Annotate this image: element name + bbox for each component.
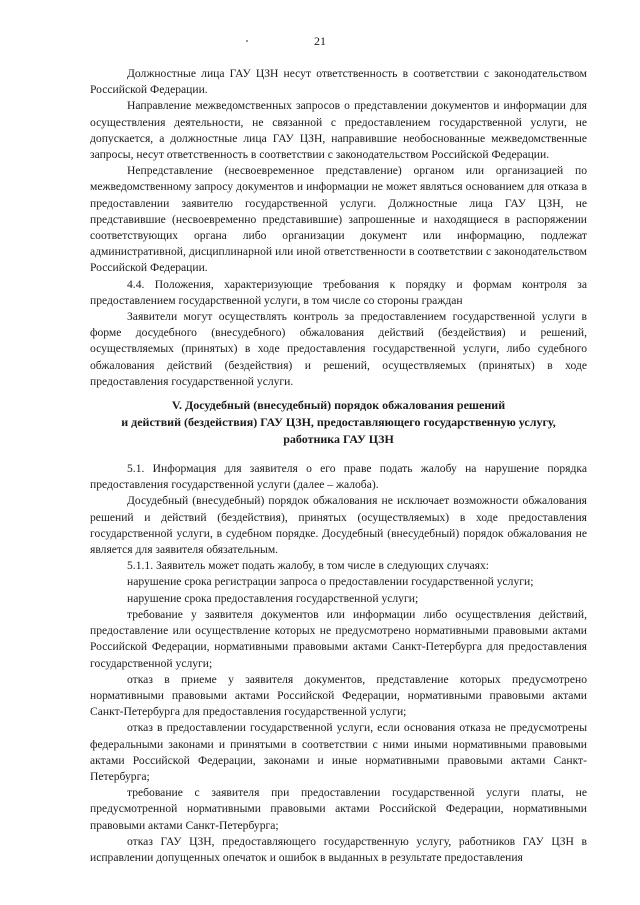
list-item-fee-requirement: требование с заявителя при предоставлении государственной услуги платы, не предусмотренной нормативными правовыми актами Российской Федерации, нормативными правовыми актами Санкт-Петербурга; — [90, 786, 587, 832]
paragraph-pretrial-procedure: Досудебный (внесудебный) порядок обжалования не исключает возможности обжалования решений и действий (бездействия), принятых (осуществляемых) в ходе предоставления государственной услуги, в судебном порядке. Досудебный (внесудебный) порядок обжалования не является для заявителя обязательным. — [90, 494, 587, 557]
paragraph-interagency-requests: Направление межведомственных запросов о представлении документов и информации для осуществления деятельности, не связанной с предоставлением государственной услуги, не допускается, а должностные лица ГАУ ЦЗН, направившие необоснованные межведомственные запросы, несут ответственность в соответствии с законодательством Российской Федерации. — [90, 99, 587, 162]
list-item-acceptance-refusal: отказ в приеме у заявителя документов, представление которых предусмотрено нормативными правовыми актами Российской Федерации, нормативными правовыми актами Санкт-Петербурга для предоставления государственной услуги; — [90, 672, 587, 719]
list-item-registration-term: нарушение срока регистрации запроса о предоставлении государственной услуги; — [127, 575, 534, 589]
paragraph-5-1: 5.1. Информация для заявителя о его праве подать жалобу на нарушение порядка предоставления государственной услуги (далее – жалоба). — [90, 462, 587, 492]
list-item-service-term: нарушение срока предоставления государственной услуги; — [127, 591, 419, 605]
list-item-correction-refusal: отказ ГАУ ЦЗН, предоставляющего государственную услугу, работников ГАУ ЦЗН в исправлении допущенных опечаток и ошибок в выданных в результате предоставления — [90, 834, 587, 864]
paragraph-applicant-control: Заявители могут осуществлять контроль за предоставлением государственной услуги в форме досудебного (внесудебного) обжалования действий (бездействия) и решений, осуществляемых (принятых) в ходе предоставления государственной услуги, либо судебного обжалования действий (бездействия) и решений, осуществляемых (принятых) в ходе предоставления государственной услуги. — [90, 310, 587, 388]
list-item-service-refusal: отказ в предоставлении государственной услуги, если основания отказа не предусмотрены федеральными законами и принятыми в соответствии с ними иными нормативными правовыми актами Российской Федерации, законами и иные нормативными правовыми актами Санкт-Петербурга; — [90, 721, 587, 783]
paragraph-non-submission: Непредставление (несвоевременное представление) органом или организацией по межведомственному запросу документов и информации не может являться основанием для отказа в предоставлении заявителю государственной услуги. Должностные лица ГАУ ЦЗН, не представившие (несвоевременно представившие) запрошенные и находящиеся в распоряжении соответствующих органа либо организации документ или информацию, подлежат административной, дисциплинарной или иной ответственности в соответствии с законодательством Российской Федерации. — [90, 164, 587, 275]
section-heading-line-3: работника ГАУ ЦЗН — [283, 432, 394, 447]
page-number: 21 — [314, 34, 326, 48]
section-heading-line-1: V. Досудебный (внесудебный) порядок обжалования решений — [171, 398, 506, 413]
section-heading — [90, 397, 587, 448]
paragraph-5-1-1: 5.1.1. Заявитель может подать жалобу, в том числе в следующих случаях: — [127, 559, 489, 573]
list-item-document-requirement: требование у заявителя документов или информации либо осуществления действий, предоставление или осуществление которых не предусмотрено нормативными правовыми актами Российской Федерации, нормативными правовыми актами Санкт-Петербурга для предоставления государственной услуги; — [90, 607, 587, 670]
paragraph-officials-liability: Должностные лица ГАУ ЦЗН несут ответственность в соответствии с законодательством Российской Федерации. — [90, 67, 587, 97]
section-heading-line-2: и действий (бездействия) ГАУ ЦЗН, предоставляющего государственную услугу, — [121, 415, 556, 430]
paragraph-4-4: 4.4. Положения, характеризующие требования к порядку и формам контроля за предоставлением государственной услуги, в том числе со стороны граждан — [90, 277, 587, 307]
scan-dot-mark — [246, 40, 248, 42]
document-body — [90, 66, 587, 866]
